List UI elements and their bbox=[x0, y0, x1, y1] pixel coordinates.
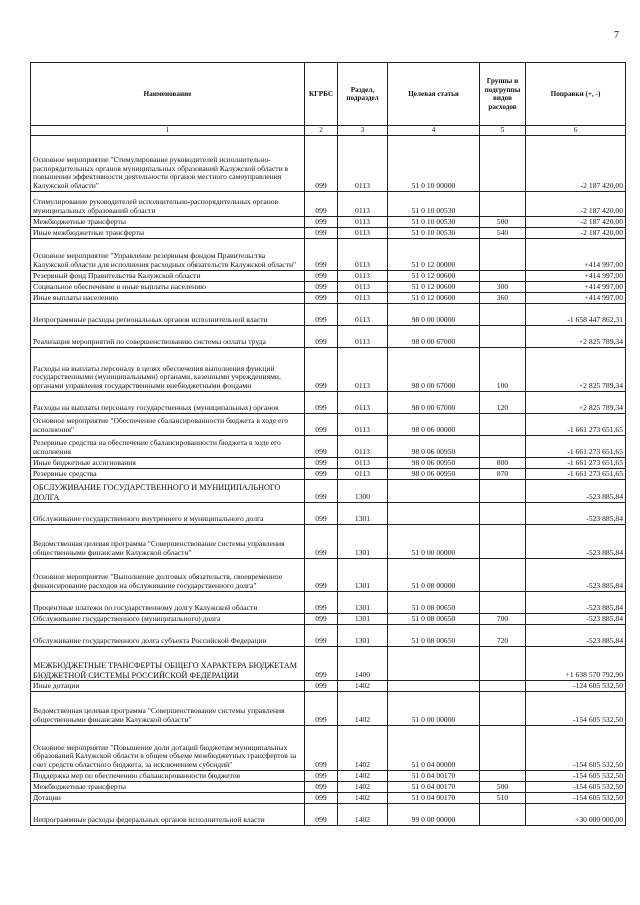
row-kgrbs: 099 bbox=[305, 392, 338, 414]
row-name: Межбюджетные трансферты bbox=[31, 217, 305, 228]
row-amount: -2 187 420,00 bbox=[526, 217, 626, 228]
row-section-code: 0113 bbox=[338, 414, 388, 436]
table-row bbox=[31, 217, 626, 228]
header-row bbox=[31, 63, 626, 126]
row-name: Обслуживание государственного внутреннего и муниципального долга bbox=[31, 503, 305, 525]
row-target-article: 98 0 00 00000 bbox=[388, 304, 480, 326]
row-kgrbs: 099 bbox=[305, 692, 338, 726]
row-section-code: 1402 bbox=[338, 692, 388, 726]
row-amount: -523 885,84 bbox=[526, 614, 626, 625]
row-target-article: 51 0 00 00000 bbox=[388, 692, 480, 726]
table-row bbox=[31, 392, 626, 414]
row-kgrbs: 099 bbox=[305, 525, 338, 559]
row-name: Расходы на выплаты персоналу в целях обеспечения выполнения функций государственными (муниципальными) органами, казенными учреждениями, органами управления государственными внебюджетными фондами bbox=[31, 348, 305, 392]
row-name: Дотации bbox=[31, 793, 305, 804]
table-row bbox=[31, 503, 626, 525]
table-row bbox=[31, 239, 626, 271]
row-target-article: 51 0 12 00600 bbox=[388, 293, 480, 304]
row-section-code: 1301 bbox=[338, 614, 388, 625]
row-target-article: 98 0 00 67000 bbox=[388, 392, 480, 414]
row-expense-type bbox=[480, 503, 526, 525]
row-target-article: 51 0 10 00000 bbox=[388, 136, 480, 192]
table-row bbox=[31, 625, 626, 647]
row-expense-type bbox=[480, 480, 526, 503]
row-amount: +414 997,00 bbox=[526, 282, 626, 293]
row-amount: -2 187 420,00 bbox=[526, 228, 626, 239]
row-kgrbs: 099 bbox=[305, 782, 338, 793]
table-row bbox=[31, 771, 626, 782]
row-name: Основное мероприятие "Повышение доли дотаций бюджетам муниципальных образований Калужской области в общем объеме межбюджетных трансфертов за счет средств областного бюджета, за исключением субсидий" bbox=[31, 726, 305, 771]
table-row bbox=[31, 436, 626, 458]
row-section-code: 1402 bbox=[338, 771, 388, 782]
header-amendments: Поправки (+, -) bbox=[526, 63, 626, 126]
row-amount: -1 661 273 651,65 bbox=[526, 436, 626, 458]
row-target-article: 51 0 12 00600 bbox=[388, 271, 480, 282]
row-expense-type bbox=[480, 681, 526, 692]
row-section-code: 1301 bbox=[338, 592, 388, 614]
table-row bbox=[31, 348, 626, 392]
table-row bbox=[31, 681, 626, 692]
row-name: Резервные средства на обеспечение сбалансированности бюджета в ходе его исполнения bbox=[31, 436, 305, 458]
row-target-article: 98 0 06 00950 bbox=[388, 458, 480, 469]
row-section-code: 1402 bbox=[338, 681, 388, 692]
row-section-code: 1301 bbox=[338, 503, 388, 525]
row-kgrbs: 099 bbox=[305, 304, 338, 326]
row-amount: -523 885,84 bbox=[526, 503, 626, 525]
column-number: 2 bbox=[305, 126, 338, 136]
row-section-code: 0113 bbox=[338, 469, 388, 480]
column-number: 3 bbox=[338, 126, 388, 136]
row-amount: -154 605 532,50 bbox=[526, 782, 626, 793]
column-number: 5 bbox=[480, 126, 526, 136]
row-name: Непрограммные расходы региональных органов исполнительной власти bbox=[31, 304, 305, 326]
row-target-article: 51 0 12 00600 bbox=[388, 282, 480, 293]
row-kgrbs: 099 bbox=[305, 726, 338, 771]
row-section-code: 0113 bbox=[338, 271, 388, 282]
row-target-article: 98 0 06 00950 bbox=[388, 469, 480, 480]
row-amount: -2 187 420,00 bbox=[526, 192, 626, 217]
row-amount: +414 997,00 bbox=[526, 239, 626, 271]
row-target-article: 51 0 04 00170 bbox=[388, 793, 480, 804]
row-section-code: 0113 bbox=[338, 392, 388, 414]
row-expense-type bbox=[480, 239, 526, 271]
row-name: Иные дотации bbox=[31, 681, 305, 692]
row-expense-type bbox=[480, 647, 526, 681]
table-row bbox=[31, 793, 626, 804]
row-amount: +2 825 789,34 bbox=[526, 348, 626, 392]
row-target-article: 99 0 00 00000 bbox=[388, 804, 480, 826]
row-target-article: 51 0 00 00000 bbox=[388, 525, 480, 559]
row-amount: +2 825 789,34 bbox=[526, 326, 626, 348]
row-name: Ведомственная целевая программа "Совершенствование системы управления общественными финансами Калужской области" bbox=[31, 525, 305, 559]
table-row bbox=[31, 458, 626, 469]
row-kgrbs: 099 bbox=[305, 414, 338, 436]
table-row bbox=[31, 525, 626, 559]
row-name: ОБСЛУЖИВАНИЕ ГОСУДАРСТВЕННОГО И МУНИЦИПАЛЬНОГО ДОЛГА bbox=[31, 480, 305, 503]
row-name: Обслуживание государственного долга субъекта Российской Федерации bbox=[31, 625, 305, 647]
row-kgrbs: 099 bbox=[305, 217, 338, 228]
row-target-article bbox=[388, 681, 480, 692]
row-expense-type: 540 bbox=[480, 228, 526, 239]
row-expense-type: 300 bbox=[480, 282, 526, 293]
row-expense-type: 510 bbox=[480, 793, 526, 804]
header-target-article: Целевая статья bbox=[388, 63, 480, 126]
row-target-article: 98 0 06 00950 bbox=[388, 436, 480, 458]
row-kgrbs: 099 bbox=[305, 480, 338, 503]
row-section-code: 1300 bbox=[338, 480, 388, 503]
row-amount: -154 605 532,50 bbox=[526, 771, 626, 782]
row-target-article bbox=[388, 480, 480, 503]
table-row bbox=[31, 614, 626, 625]
row-expense-type bbox=[480, 804, 526, 826]
row-kgrbs: 099 bbox=[305, 647, 338, 681]
row-kgrbs: 099 bbox=[305, 614, 338, 625]
row-section-code: 0113 bbox=[338, 239, 388, 271]
header-expense-group: Группы и подгруппы видов расходов bbox=[480, 63, 526, 126]
row-expense-type bbox=[480, 771, 526, 782]
row-kgrbs: 099 bbox=[305, 559, 338, 592]
row-section-code: 1301 bbox=[338, 525, 388, 559]
row-target-article: 51 0 04 00000 bbox=[388, 726, 480, 771]
row-name: Расходы на выплаты персоналу государственных (муниципальных) органов bbox=[31, 392, 305, 414]
table-row bbox=[31, 726, 626, 771]
row-amount: -154 605 532,50 bbox=[526, 692, 626, 726]
row-section-code: 0113 bbox=[338, 192, 388, 217]
row-expense-type bbox=[480, 304, 526, 326]
row-section-code: 1402 bbox=[338, 726, 388, 771]
row-target-article: 51 0 12 00000 bbox=[388, 239, 480, 271]
row-section-code: 0113 bbox=[338, 282, 388, 293]
row-expense-type bbox=[480, 326, 526, 348]
row-kgrbs: 099 bbox=[305, 469, 338, 480]
row-expense-type: 500 bbox=[480, 782, 526, 793]
row-kgrbs: 099 bbox=[305, 192, 338, 217]
table-row bbox=[31, 304, 626, 326]
row-kgrbs: 099 bbox=[305, 293, 338, 304]
column-number-row bbox=[31, 126, 626, 136]
row-expense-type: 500 bbox=[480, 217, 526, 228]
row-kgrbs: 099 bbox=[305, 804, 338, 826]
row-expense-type bbox=[480, 436, 526, 458]
row-kgrbs: 099 bbox=[305, 625, 338, 647]
table-row bbox=[31, 271, 626, 282]
row-kgrbs: 099 bbox=[305, 681, 338, 692]
row-kgrbs: 099 bbox=[305, 793, 338, 804]
row-section-code: 1400 bbox=[338, 647, 388, 681]
table-body bbox=[31, 136, 626, 826]
header-name: Наименование bbox=[31, 63, 305, 126]
row-target-article: 98 0 00 67000 bbox=[388, 326, 480, 348]
table-row bbox=[31, 480, 626, 503]
row-name: Иные выплаты населению bbox=[31, 293, 305, 304]
row-target-article: 98 0 06 00000 bbox=[388, 414, 480, 436]
row-target-article: 51 0 10 00530 bbox=[388, 192, 480, 217]
row-section-code: 0113 bbox=[338, 136, 388, 192]
row-name: Основное мероприятие "Выполнение долговых обязательств, своевременное финансирование расходов на обслуживание государственного долга" bbox=[31, 559, 305, 592]
row-amount: -523 885,84 bbox=[526, 480, 626, 503]
budget-table bbox=[30, 62, 626, 826]
row-name: Социальное обеспечение и иные выплаты населению bbox=[31, 282, 305, 293]
row-section-code: 1301 bbox=[338, 625, 388, 647]
row-amount: +1 638 570 792,90 bbox=[526, 647, 626, 681]
row-expense-type bbox=[480, 525, 526, 559]
row-target-article bbox=[388, 503, 480, 525]
row-amount: -523 885,84 bbox=[526, 525, 626, 559]
row-amount: -523 885,84 bbox=[526, 592, 626, 614]
row-name: Иные бюджетные ассигнования bbox=[31, 458, 305, 469]
table-row bbox=[31, 282, 626, 293]
row-amount: -154 605 532,50 bbox=[526, 726, 626, 771]
row-target-article: 51 0 08 00650 bbox=[388, 614, 480, 625]
row-target-article: 51 0 08 00650 bbox=[388, 625, 480, 647]
row-name: Основное мероприятие "Управление резервным фондом Правительства Калужской области для исполнения расходных обязательств Калужской области" bbox=[31, 239, 305, 271]
row-section-code: 1402 bbox=[338, 782, 388, 793]
row-expense-type bbox=[480, 192, 526, 217]
row-expense-type bbox=[480, 726, 526, 771]
row-kgrbs: 099 bbox=[305, 592, 338, 614]
row-name: Основное мероприятие "Обеспечение сбалансированности бюджета в ходе его исполнения" bbox=[31, 414, 305, 436]
row-section-code: 0113 bbox=[338, 293, 388, 304]
row-expense-type: 120 bbox=[480, 392, 526, 414]
row-amount: -1 661 273 651,65 bbox=[526, 469, 626, 480]
row-section-code: 0113 bbox=[338, 326, 388, 348]
row-name: Ведомственная целевая программа "Совершенствование системы управления общественными финансами Калужской области" bbox=[31, 692, 305, 726]
table-header bbox=[31, 63, 626, 136]
row-target-article: 51 0 08 00650 bbox=[388, 592, 480, 614]
row-target-article: 51 0 10 00530 bbox=[388, 217, 480, 228]
row-kgrbs: 099 bbox=[305, 348, 338, 392]
row-section-code: 0113 bbox=[338, 217, 388, 228]
row-kgrbs: 099 bbox=[305, 228, 338, 239]
row-kgrbs: 099 bbox=[305, 282, 338, 293]
row-expense-type bbox=[480, 136, 526, 192]
row-kgrbs: 099 bbox=[305, 326, 338, 348]
row-section-code: 0113 bbox=[338, 228, 388, 239]
row-name: Стимулирование руководителей исполнительно-распорядительных органов муниципальных образований области bbox=[31, 192, 305, 217]
row-expense-type: 720 bbox=[480, 625, 526, 647]
row-amount: +414 997,00 bbox=[526, 271, 626, 282]
row-expense-type bbox=[480, 692, 526, 726]
table-row bbox=[31, 136, 626, 192]
table-row bbox=[31, 692, 626, 726]
page-number: 7 bbox=[614, 30, 619, 41]
row-name: Основное мероприятие "Стимулирование руководителей исполнительно-распорядительных органов муниципальных образований Калужской области в повышении эффективности деятельности органов местного самоуправления Калужской области" bbox=[31, 136, 305, 192]
column-number: 6 bbox=[526, 126, 626, 136]
row-expense-type bbox=[480, 559, 526, 592]
row-target-article: 51 0 08 00000 bbox=[388, 559, 480, 592]
row-expense-type: 870 bbox=[480, 469, 526, 480]
row-amount: +414 997,00 bbox=[526, 293, 626, 304]
header-section: Раздел, подраздел bbox=[338, 63, 388, 126]
row-kgrbs: 099 bbox=[305, 771, 338, 782]
table-row bbox=[31, 326, 626, 348]
row-target-article bbox=[388, 647, 480, 681]
row-expense-type: 100 bbox=[480, 348, 526, 392]
row-name: Резервные средства bbox=[31, 469, 305, 480]
row-expense-type bbox=[480, 271, 526, 282]
column-number: 4 bbox=[388, 126, 480, 136]
row-kgrbs: 099 bbox=[305, 436, 338, 458]
table-row bbox=[31, 228, 626, 239]
row-amount: +30 000 000,00 bbox=[526, 804, 626, 826]
row-name: Процентные платежи по государственному долгу Калужской области bbox=[31, 592, 305, 614]
row-expense-type: 800 bbox=[480, 458, 526, 469]
row-name: Обслуживание государственного (муниципального) долга bbox=[31, 614, 305, 625]
row-amount: -523 885,84 bbox=[526, 625, 626, 647]
row-kgrbs: 099 bbox=[305, 458, 338, 469]
table-row bbox=[31, 293, 626, 304]
table-row bbox=[31, 782, 626, 793]
table-row bbox=[31, 592, 626, 614]
row-section-code: 1301 bbox=[338, 559, 388, 592]
row-section-code: 0113 bbox=[338, 458, 388, 469]
row-amount: +2 825 789,34 bbox=[526, 392, 626, 414]
row-expense-type: 700 bbox=[480, 614, 526, 625]
row-name: Непрограммные расходы федеральных органов исполнительной власти bbox=[31, 804, 305, 826]
row-section-code: 0113 bbox=[338, 348, 388, 392]
row-target-article: 51 0 04 00170 bbox=[388, 771, 480, 782]
row-section-code: 1402 bbox=[338, 804, 388, 826]
row-name: Реализация мероприятий по совершенствованию системы оплаты труда bbox=[31, 326, 305, 348]
table-row bbox=[31, 804, 626, 826]
row-expense-type bbox=[480, 592, 526, 614]
row-name: Иные межбюджетные трансферты bbox=[31, 228, 305, 239]
row-kgrbs: 099 bbox=[305, 239, 338, 271]
header-kgrbs: КГРБС bbox=[305, 63, 338, 126]
row-amount: -1 661 273 651,65 bbox=[526, 458, 626, 469]
row-amount: -523 885,84 bbox=[526, 559, 626, 592]
row-name: Резервный фонд Правительства Калужской области bbox=[31, 271, 305, 282]
column-number: 1 bbox=[31, 126, 305, 136]
row-amount: -1 658 447 862,31 bbox=[526, 304, 626, 326]
row-target-article: 98 0 00 67000 bbox=[388, 348, 480, 392]
row-kgrbs: 099 bbox=[305, 503, 338, 525]
row-expense-type: 360 bbox=[480, 293, 526, 304]
table-row bbox=[31, 414, 626, 436]
row-amount: -154 605 532,50 bbox=[526, 793, 626, 804]
row-section-code: 1402 bbox=[338, 793, 388, 804]
row-name: Поддержка мер по обеспечению сбалансированности бюджетов bbox=[31, 771, 305, 782]
table-row bbox=[31, 647, 626, 681]
row-target-article: 51 0 10 00530 bbox=[388, 228, 480, 239]
row-expense-type bbox=[480, 414, 526, 436]
row-section-code: 0113 bbox=[338, 304, 388, 326]
row-kgrbs: 099 bbox=[305, 136, 338, 192]
row-name: МЕЖБЮДЖЕТНЫЕ ТРАНСФЕРТЫ ОБЩЕГО ХАРАКТЕРА БЮДЖЕТАМ БЮДЖЕТНОЙ СИСТЕМЫ РОССИЙСКОЙ ФЕДЕРАЦИИ bbox=[31, 647, 305, 681]
row-amount: -1 661 273 651,65 bbox=[526, 414, 626, 436]
table-row bbox=[31, 192, 626, 217]
table-row bbox=[31, 559, 626, 592]
row-kgrbs: 099 bbox=[305, 271, 338, 282]
row-amount: -2 187 420,00 bbox=[526, 136, 626, 192]
row-name: Межбюджетные трансферты bbox=[31, 782, 305, 793]
row-section-code: 0113 bbox=[338, 436, 388, 458]
table-row bbox=[31, 469, 626, 480]
row-target-article: 51 0 04 00170 bbox=[388, 782, 480, 793]
row-amount: -124 605 532,50 bbox=[526, 681, 626, 692]
